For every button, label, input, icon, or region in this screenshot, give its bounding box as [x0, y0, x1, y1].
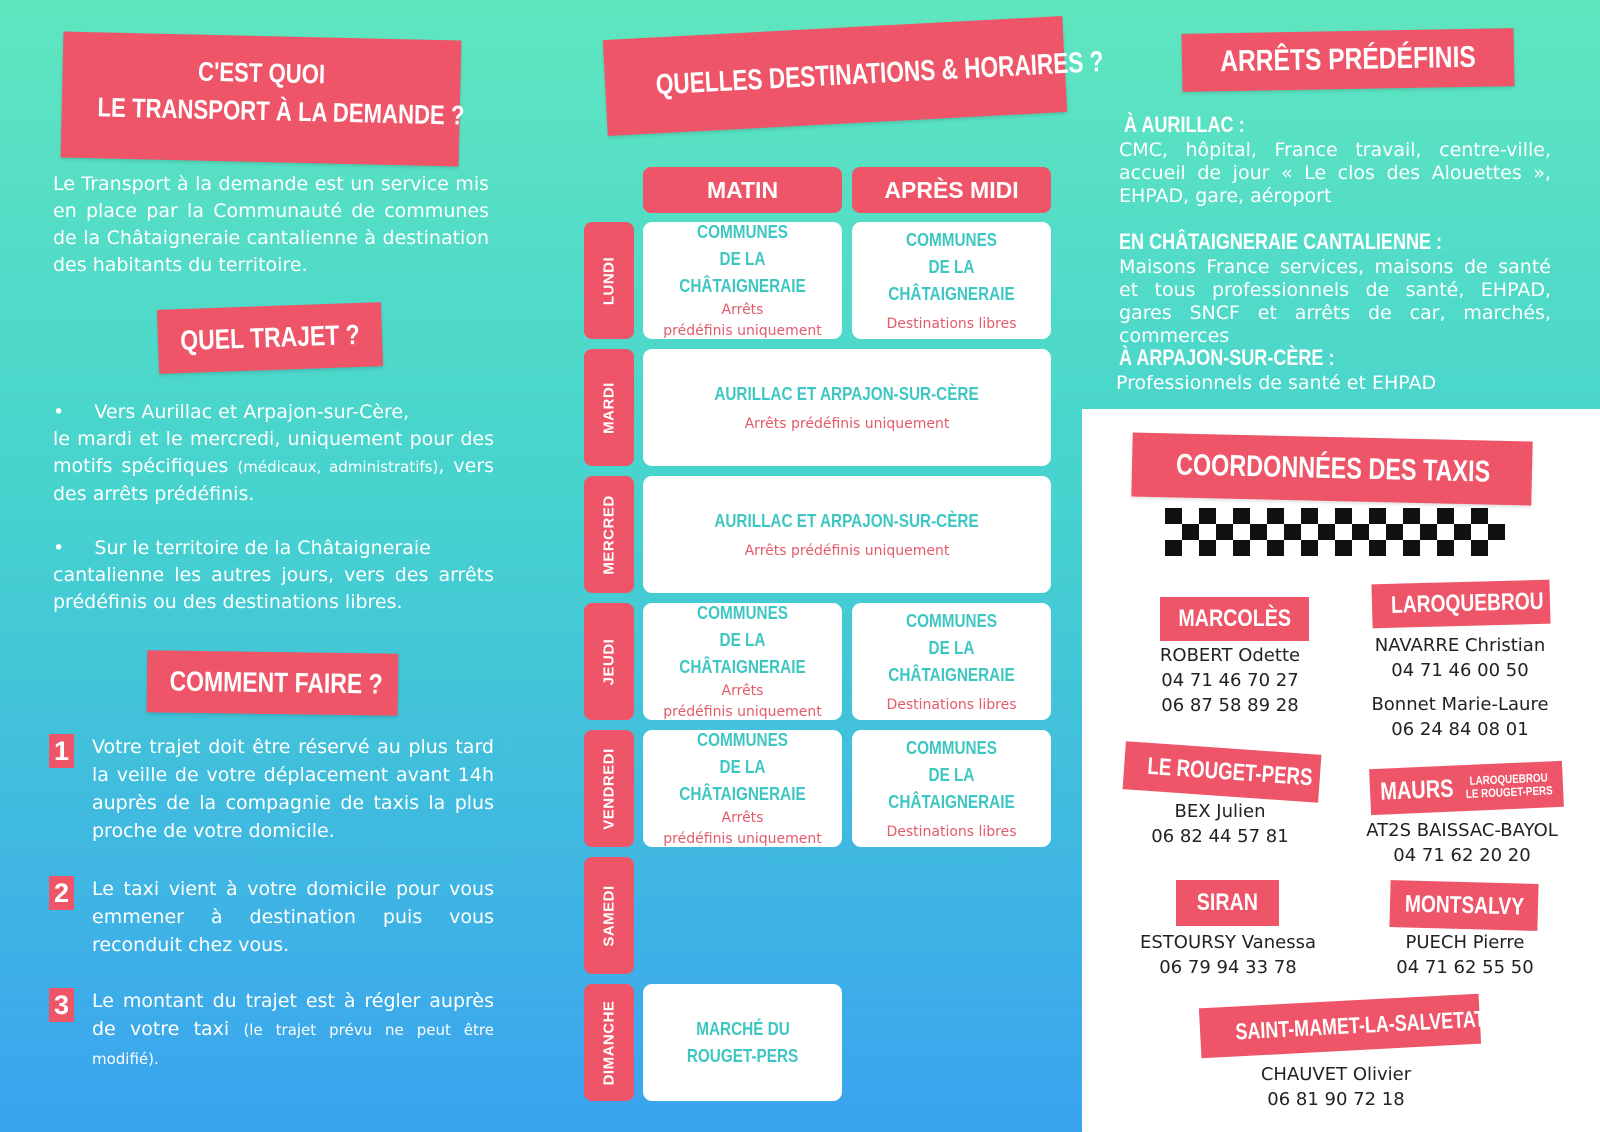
cell-heading: AURILLAC ET ARPAJON-SUR-CÈRE — [714, 383, 980, 404]
chataigneraie-text: Maisons France services, maisons de santé et tous professionnels de santé, EHPAD, gares SNCF et arrêts de car, marchés, commerces — [1119, 256, 1551, 347]
col-header-morning: MATIN — [643, 167, 842, 213]
maurs-tag-sub: LAROQUEBROU LE ROUGET-PERS — [1465, 770, 1554, 802]
what-is-title-line2: LE TRANSPORT À LA DEMANDE ? — [97, 92, 465, 131]
day-label-lundi: LUNDI — [584, 222, 634, 339]
day-label-dimanche: DIMANCHE — [584, 984, 634, 1101]
cell-subtext: Arrêts prédéfinis uniquement — [744, 542, 950, 559]
day-label-mardi: MARDI — [584, 349, 634, 466]
cell-heading: DE LA CHÂTAIGNERAIE — [888, 637, 1015, 685]
taxi-phone: 06 79 94 33 78 — [1159, 957, 1297, 978]
taxi-tag-montsalvy: MONTSALVY — [1389, 880, 1538, 931]
cell-subtext: Arrêts — [721, 810, 764, 826]
cell-heading: DE LA CHÂTAIGNERAIE — [679, 249, 806, 296]
taxi-phone: 04 71 62 55 50 — [1396, 957, 1534, 978]
trip-bullet-1-text-a: le mardi et le mercredi, uniquement pour des motifs spécifiques — [53, 428, 494, 477]
trip-bullet-2-text: cantalienne les autres jours, vers des arrêts prédéfinis ou des destinations libres. — [53, 564, 494, 613]
taxi-phone: 06 82 44 57 81 — [1151, 826, 1289, 847]
which-trip-title — [157, 302, 383, 374]
trip-bullet-1-small: (médicaux, administratifs) — [237, 458, 439, 476]
aurillac-heading: À AURILLAC : — [1124, 112, 1245, 137]
taxi-tag-saint-mamet: SAINT-MAMET-LA-SALVETAT — [1199, 994, 1481, 1059]
cell-heading: DE LA CHÂTAIGNERAIE — [679, 757, 806, 804]
cell-heading: ROUGET-PERS — [686, 1045, 799, 1066]
which-trip-title-text: QUEL TRAJET ? — [179, 318, 361, 357]
trip-bullet-2-line1: • Sur le territoire de la Châtaigneraie — [53, 537, 431, 559]
arpajon-heading: À ARPAJON-SUR-CÈRE : — [1119, 345, 1335, 370]
step-3-small: (le trajet prévu ne peut être modifié). — [92, 1021, 494, 1068]
step-3-main: Le montant du trajet est à régler auprès de votre taxi — [92, 990, 494, 1040]
taxi-name: ROBERT Odette — [1159, 645, 1301, 666]
cell-lundi-matin — [643, 222, 842, 339]
cell-heading: DE LA CHÂTAIGNERAIE — [679, 630, 806, 677]
taxi-rouget-contact — [1120, 799, 1320, 849]
cell-heading: DE LA CHÂTAIGNERAIE — [888, 256, 1015, 304]
cell-subtext: Arrêts — [721, 302, 764, 318]
taxi-phone: 06 24 84 08 01 — [1391, 719, 1529, 740]
cell-subtext: prédéfinis uniquement — [663, 831, 822, 847]
trip-bullet-2 — [53, 535, 494, 616]
cell-subtext: prédéfinis uniquement — [663, 704, 822, 720]
cell-heading: MARCHÉ DU — [695, 1018, 790, 1039]
cell-subtext: Destinations libres — [886, 315, 1017, 332]
arpajon-text: Professionnels de santé et EHPAD — [1116, 372, 1437, 394]
taxi-checker-icon — [1165, 508, 1505, 558]
cell-vendredi-apres — [852, 730, 1051, 847]
cell-jeudi-matin — [643, 603, 842, 720]
cell-vendredi-matin — [643, 730, 842, 847]
cell-subtext: Arrêts — [721, 683, 764, 699]
what-is-text: Le Transport à la demande est un service mis en place par la Communauté de communes de la Châtaigneraie cantalienne à destination des habitants du territoire. — [53, 173, 489, 276]
cell-heading: COMMUNES — [697, 603, 788, 623]
cell-heading: COMMUNES — [697, 222, 788, 242]
cell-subtext: prédéfinis uniquement — [663, 323, 822, 339]
taxi-contacts-title — [1131, 432, 1532, 505]
what-is-title-banner — [61, 32, 465, 167]
predefined-stops-title — [1182, 28, 1515, 92]
taxi-name: ESTOURSY Vanessa — [1139, 932, 1316, 953]
step-2-number: 2 — [49, 876, 74, 910]
taxi-saint-mamet-contact — [1236, 1062, 1436, 1112]
taxi-name: PUECH Pierre — [1405, 932, 1525, 953]
cell-heading: COMMUNES — [906, 610, 997, 631]
taxi-name: Bonnet Marie-Laure — [1371, 694, 1549, 715]
taxi-siran-contact — [1125, 930, 1331, 980]
cell-heading: COMMUNES — [906, 229, 997, 250]
step-3-number: 3 — [49, 988, 74, 1022]
day-label-samedi: SAMEDI — [584, 857, 634, 974]
taxi-phone: 04 71 62 20 20 — [1393, 845, 1531, 866]
cell-heading: COMMUNES — [697, 730, 788, 750]
cell-heading: AURILLAC ET ARPAJON-SUR-CÈRE — [714, 510, 980, 531]
day-label-jeudi: JEUDI — [584, 603, 634, 720]
cell-lundi-apres — [852, 222, 1051, 339]
how-to-title — [147, 650, 399, 715]
trip-bullet-1-line1: • Vers Aurillac et Arpajon-sur-Cère, — [53, 401, 410, 423]
taxi-name: NAVARRE Christian — [1374, 635, 1546, 656]
cell-mercredi — [643, 476, 1051, 593]
step-2-text: Le taxi vient à votre domicile pour vous emmener à destination puis vous reconduit chez vous. — [92, 878, 494, 956]
taxi-phone: 06 81 90 72 18 — [1267, 1089, 1405, 1110]
predefined-stops-title-text: ARRÊTS PRÉDÉFINIS — [1219, 40, 1477, 79]
step-1-number: 1 — [49, 734, 74, 768]
taxi-phone: 06 87 58 89 28 — [1161, 695, 1299, 716]
taxi-tag-maurs — [1369, 761, 1564, 815]
taxi-phone: 04 71 46 00 50 — [1391, 660, 1529, 681]
taxi-marcoles-contact — [1130, 643, 1330, 718]
day-label-vendredi: VENDREDI — [584, 730, 634, 847]
cell-heading: DE LA CHÂTAIGNERAIE — [888, 764, 1015, 812]
trip-bullet-1 — [53, 399, 494, 508]
trip-bullet-1-text-b: , vers des arrêts prédéfinis. — [53, 455, 494, 505]
cell-heading: COMMUNES — [906, 737, 997, 758]
taxi-name: AT2S BAISSAC-BAYOL — [1366, 820, 1558, 841]
how-to-title-text: COMMENT FAIRE ? — [169, 665, 383, 700]
taxi-name: BEX Julien — [1174, 801, 1266, 822]
taxi-name: CHAUVET Olivier — [1260, 1064, 1412, 1085]
aurillac-text: CMC, hôpital, France travail, centre-ville, accueil de jour « Le clos des Alouettes », EHPAD, gare, aéroport — [1119, 139, 1551, 207]
taxi-tag-rouget-pers: LE ROUGET-PERS — [1123, 741, 1322, 803]
cell-subtext: Arrêts prédéfinis uniquement — [744, 415, 950, 432]
step-1-text: Votre trajet doit être réservé au plus tard la veille de votre déplacement avant 14h auprès de la compagnie de taxis la plus proche de votre domicile. — [92, 736, 494, 842]
cell-jeudi-apres — [852, 603, 1051, 720]
taxi-phone: 04 71 46 70 27 — [1161, 670, 1299, 691]
taxi-montsalvy-contact — [1365, 930, 1565, 980]
cell-subtext: Destinations libres — [886, 696, 1017, 713]
taxi-tag-laroquebrou: LAROQUEBROU — [1371, 580, 1550, 629]
taxi-maurs-contact — [1350, 818, 1574, 868]
cell-subtext: Destinations libres — [886, 823, 1017, 840]
maurs-tag-main: MAURS — [1379, 774, 1454, 806]
cell-mardi — [643, 349, 1051, 466]
chataigneraie-heading: EN CHÂTAIGNERAIE CANTALIENNE : — [1119, 229, 1443, 254]
taxi-tag-siran: SIRAN — [1176, 880, 1279, 926]
taxi-laroquebrou-contact — [1352, 633, 1568, 742]
step-3-text — [92, 987, 494, 1073]
what-is-title-line1: C'EST QUOI — [197, 56, 326, 90]
cell-dimanche-matin — [643, 984, 842, 1101]
destinations-title-text: QUELLES DESTINATIONS & HORAIRES ? — [655, 45, 1105, 102]
destinations-title — [603, 16, 1105, 136]
taxi-contacts-title-text: COORDONNÉES DES TAXIS — [1175, 448, 1491, 489]
col-header-afternoon: APRÈS MIDI — [852, 167, 1051, 213]
taxi-tag-marcoles: MARCOLÈS — [1160, 597, 1309, 641]
day-label-mercredi: MERCRED — [584, 476, 634, 593]
